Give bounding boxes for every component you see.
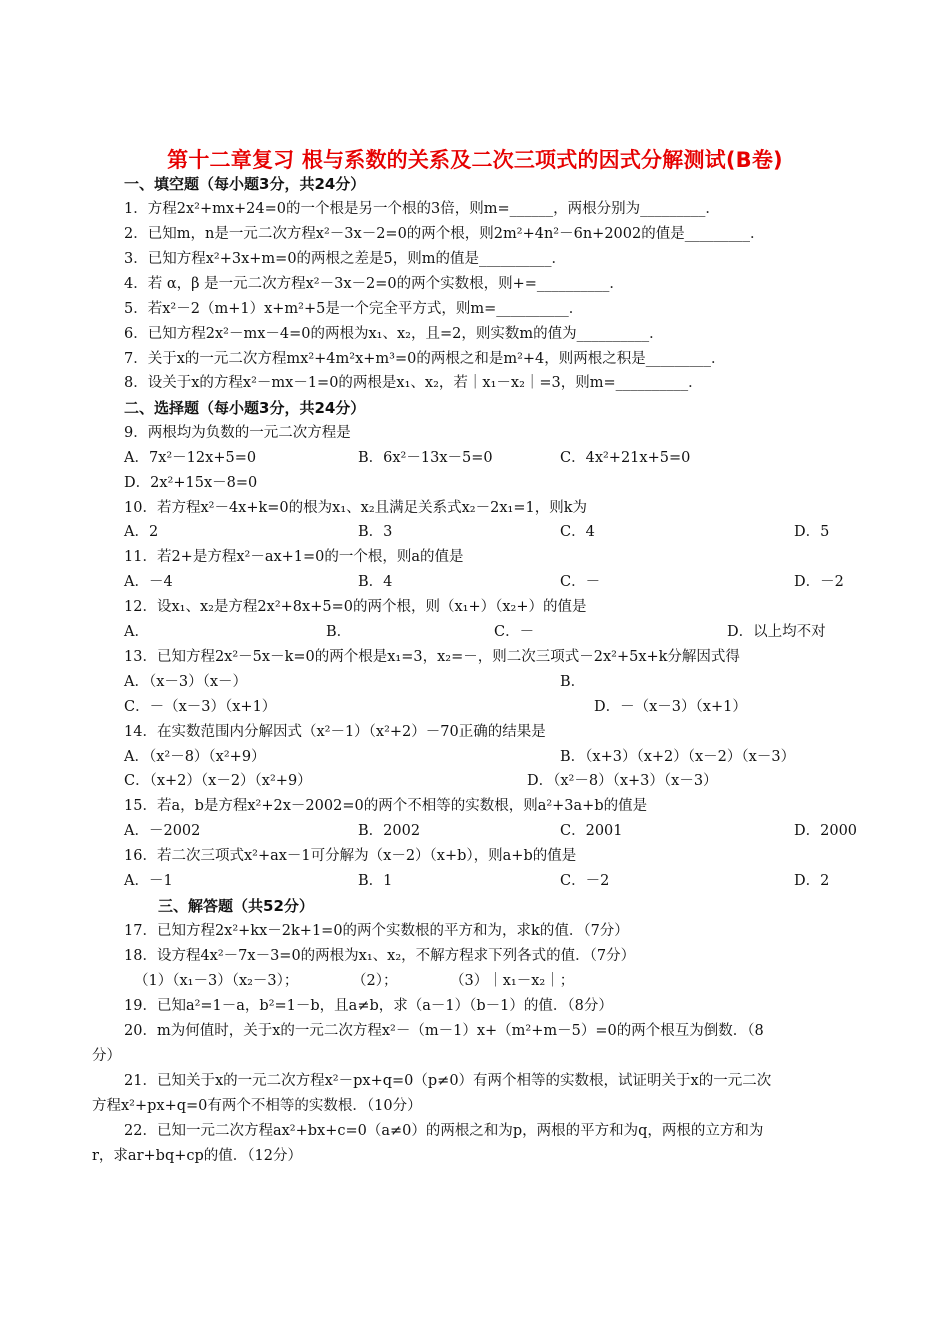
option-15c: C．2001 <box>560 823 623 839</box>
option-13a: A．（x－3）（x－） <box>124 674 248 690</box>
question-6: 6．已知方程2x²－mx－4=0的两根为x₁、x₂，且=2，则实数m的值为__________． <box>124 326 664 342</box>
option-9c: C．4x²+21x+5=0 <box>560 450 691 466</box>
question-11: 11．若2+是方程x²－ax+1=0的一个根，则a的值是 <box>124 549 464 565</box>
option-13b: B． <box>560 674 586 690</box>
question-21-line-2: 方程x²+px+q=0有两个不相等的实数根．（10分） <box>92 1098 422 1114</box>
option-15d: D．2000 <box>794 823 858 839</box>
option-10d: D．5 <box>794 524 830 540</box>
option-9d: D．2x²+15x－8=0 <box>124 475 258 491</box>
question-13: 13．已知方程2x²－5x－k=0的两个根是x₁=3，x₂=－，则二次三项式－2x²+5x+k分解因式得 <box>124 649 740 665</box>
question-9: 9．两根均为负数的一元二次方程是 <box>124 425 351 441</box>
option-11d: D．－2 <box>794 574 844 590</box>
question-2: 2．已知m，n是一元二次方程x²－3x－2=0的两个根，则2m²+4n²－6n+2002的值是_________． <box>124 226 765 242</box>
option-14d: D．（x²－8）（x+3）（x－3） <box>527 773 718 789</box>
question-14: 14．在实数范围内分解因式（x²－1）（x²+2）－70正确的结果是 <box>124 724 546 740</box>
option-9a: A．7x²－12x+5=0 <box>124 450 257 466</box>
option-16a: A．－1 <box>124 873 173 889</box>
page-title: 第十二章复习 根与系数的关系及二次三项式的因式分解测试(B卷) <box>167 148 783 172</box>
question-20-line-2: 分） <box>92 1048 121 1064</box>
question-21-line-1: 21．已知关于x的一元二次方程x²－px+q=0（p≠0）有两个相等的实数根，试证明关于x的一元二次 <box>124 1073 772 1089</box>
option-10a: A．2 <box>124 524 159 540</box>
option-11a: A．－4 <box>124 574 173 590</box>
option-14c: C．（x+2）（x－2）（x²+9） <box>124 773 312 789</box>
option-11c: C．－ <box>560 574 601 590</box>
question-17: 17．已知方程2x²+kx－2k+1=0的两个实数根的平方和为，求k的值．（7分） <box>124 923 629 939</box>
option-13d: D．－（x－3）（x+1） <box>594 699 747 715</box>
option-15b: B．2002 <box>358 823 421 839</box>
question-4: 4．若 α，β 是一元二次方程x²－3x－2=0的两个实数根，则+=__________． <box>124 276 624 292</box>
question-10: 10．若方程x²－4x+k=0的根为x₁、x₂且满足关系式x₂－2x₁=1，则k为 <box>124 500 587 516</box>
option-14b: B．（x+3）（x+2）（x－2）（x－3） <box>560 749 796 765</box>
question-22-line-1: 22．已知一元二次方程ax²+bx+c=0（a≠0）的两根之和为p，两根的平方和为q，两根的立方和为 <box>124 1123 764 1139</box>
question-22-line-2: r，求ar+bq+cp的值．（12分） <box>92 1148 302 1164</box>
option-11b: B．4 <box>358 574 393 590</box>
option-12a: A． <box>124 624 149 640</box>
question-12: 12．设x₁、x₂是方程2x²+8x+5=0的两个根，则（x₁+）（x₂+）的值是 <box>124 599 587 615</box>
option-9b: B．6x²－13x－5=0 <box>358 450 493 466</box>
option-16c: C．－2 <box>560 873 610 889</box>
question-18: 18．设方程4x²－7x－3=0的两根为x₁、x₂，不解方程求下列各式的值．（7分） <box>124 948 636 964</box>
option-16b: B．1 <box>358 873 393 889</box>
section-heading-answer: 三、解答题（共52分） <box>158 897 314 915</box>
question-5: 5．若x²－2（m+1）x+m²+5是一个完全平方式，则m=__________． <box>124 301 584 317</box>
option-10b: B．3 <box>358 524 393 540</box>
option-15a: A．－2002 <box>124 823 201 839</box>
question-18-part-2: （2）； <box>352 973 398 989</box>
question-15: 15．若a，b是方程x²+2x－2002=0的两个不相等的实数根，则a²+3a+b的值是 <box>124 798 648 814</box>
question-8: 8．设关于x的方程x²－mx－1=0的两根是x₁、x₂，若｜x₁－x₂｜=3，则m=__________． <box>124 375 703 391</box>
question-18-part-3: （3）｜x₁－x₂｜； <box>450 973 575 989</box>
question-20-line-1: 20．m为何值时，关于x的一元二次方程x²－（m－1）x+（m²+m－5）=0的两个根互为倒数．（8 <box>124 1023 764 1039</box>
section-heading-choice: 二、选择题（每小题3分，共24分） <box>124 399 366 417</box>
question-18-part-1: （1）（x₁－3）（x₂－3）； <box>134 973 299 989</box>
option-10c: C．4 <box>560 524 595 540</box>
option-12b: B． <box>326 624 352 640</box>
option-14a: A．（x²－8）（x²+9） <box>124 749 266 765</box>
section-heading-fill: 一、填空题（每小题3分，共24分） <box>124 175 366 193</box>
question-3: 3．已知方程x²+3x+m=0的两根之差是5，则m的值是__________． <box>124 251 567 267</box>
option-13c: C．－（x－3）（x+1） <box>124 699 277 715</box>
option-16d: D．2 <box>794 873 830 889</box>
option-12d: D．以上均不对 <box>727 624 826 640</box>
question-19: 19．已知a²=1－a，b²=1－b，且a≠b，求（a－1）（b－1）的值．（8分） <box>124 998 613 1014</box>
question-7: 7．关于x的一元二次方程mx²+4m²x+m³=0的两根之和是m²+4，则两根之积是_________． <box>124 351 726 367</box>
option-12c: C．－ <box>494 624 535 640</box>
question-16: 16．若二次三项式x²+ax－1可分解为（x－2）（x+b），则a+b的值是 <box>124 848 577 864</box>
question-1: 1．方程2x²+mx+24=0的一个根是另一个根的3倍，则m=______，两根分别为_________． <box>124 201 720 217</box>
